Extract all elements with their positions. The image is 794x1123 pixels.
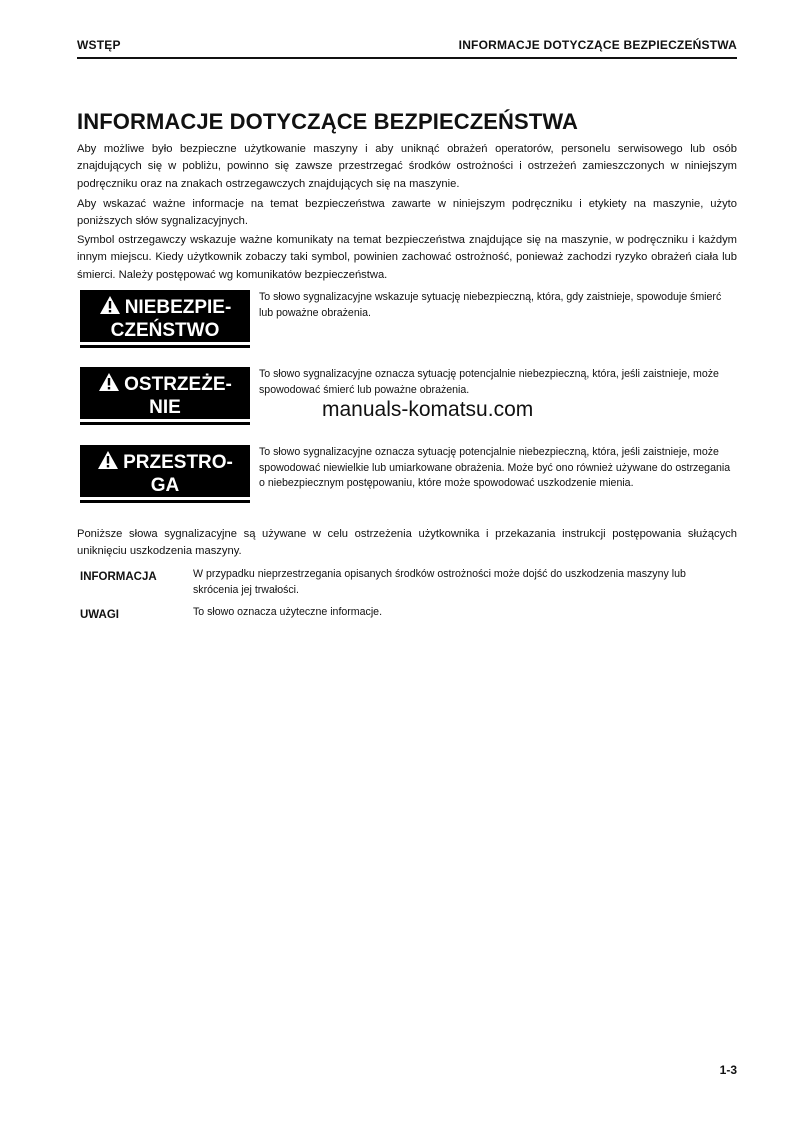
watermark: manuals-komatsu.com xyxy=(322,398,534,421)
header-rule xyxy=(77,57,737,59)
term-remarks-description: To słowo oznacza użyteczne informacje. xyxy=(193,606,383,618)
term-notice-description: W przypadku nieprzestrzegania opisanych środków ostrożności może dojść do uszkodzenia maszyny lub skrócenia jej trwałości. xyxy=(193,568,686,596)
warning-label-line2: NIE xyxy=(149,397,181,418)
danger-description: To słowo sygnalizacyjne wskazuje sytuację niebezpieczną, która, gdy zaistnieje, spowoduje śmierć lub poważne obrażenia. xyxy=(259,291,722,319)
intro-paragraph-3: Symbol ostrzegawczy wskazuje ważne komunikaty na temat bezpieczeństwa znajdujące się na maszynie, w podręczniku i każdym innym miejscu. Kiedy użytkownik zobaczy taki symbol, powinien zachować ostrożność, ponieważ zachodzi ryzyko obrażeń ciała lub śmierci. Należy postępować wg komunikatów bezpieczeństwa. xyxy=(77,234,737,281)
warning-label-line1: OSTRZEŻE- xyxy=(124,374,232,395)
warning-description: To słowo sygnalizacyjne oznacza sytuację potencjalnie niebezpieczną, która, jeśli zaistnieje, może spowodować śmierć lub poważne obrażenia. xyxy=(259,368,719,396)
danger-label-line2: CZEŃSTWO xyxy=(110,320,220,341)
caution-label-line2: GA xyxy=(150,475,180,496)
outro-paragraph: Poniższe słowa sygnalizacyjne są używane w celu ostrzeżenia użytkownika i przekazania instrukcji postępowania służących uniknięciu uszkodzenia maszyny. xyxy=(77,528,737,558)
intro-paragraph-1: Aby możliwe było bezpieczne użytkowanie maszyny i aby uniknąć obrażeń operatorów, personelu serwisowego lub osób znajdujących się w pobliżu, powinno się zawsze przestrzegać środków ostrożności i ostrzeżeń zamieszczonych w niniejszym podręczniku oraz na znakach ostrzegawczych znajdujących się na maszynie. xyxy=(77,143,737,190)
danger-label xyxy=(80,290,250,345)
caution-label-line1: PRZESTRO- xyxy=(123,452,233,473)
page-header-right: INFORMACJE DOTYCZĄCE BEZPIECZEŃSTWA xyxy=(458,38,737,52)
term-notice-label: INFORMACJA xyxy=(80,571,157,583)
term-remarks-label: UWAGI xyxy=(80,609,119,621)
danger-label-line1: NIEBEZPIE- xyxy=(124,297,232,318)
page-number: 1-3 xyxy=(719,1063,737,1077)
page-title: INFORMACJE DOTYCZĄCE BEZPIECZEŃSTWA xyxy=(77,109,578,134)
warning-triangle-icon xyxy=(99,295,121,315)
warning-triangle-icon xyxy=(97,450,119,470)
caution-label xyxy=(80,445,250,500)
warning-label xyxy=(80,367,250,422)
caution-description: To słowo sygnalizacyjne oznacza sytuację potencjalnie niebezpieczną, która, jeśli zaistnieje, może spowodować niewielkie lub umiarkowane obrażenia. Może być ono również używane do ostrzegania o niebezpiecznym postępowaniu, które może spowodować uszkodzenie mienia. xyxy=(259,446,731,489)
intro-paragraph-2: Aby wskazać ważne informacje na temat bezpieczeństwa zawarte w niniejszym podręczniku i etykiety na maszynie, użyto poniższych słów sygnalizacyjnych. xyxy=(77,198,737,228)
page-header-left: WSTĘP xyxy=(77,38,121,52)
warning-triangle-icon xyxy=(98,372,120,392)
